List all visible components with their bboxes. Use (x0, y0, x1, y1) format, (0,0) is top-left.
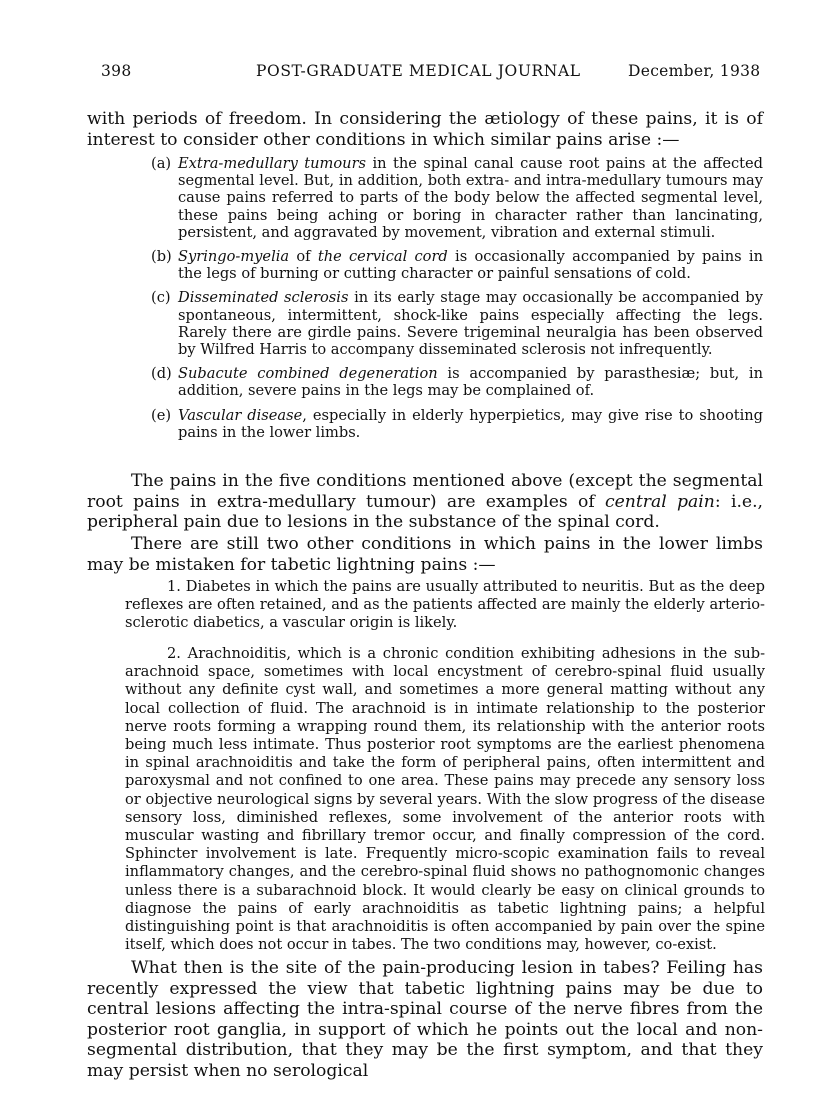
issue-date: December, 1938 (628, 62, 761, 80)
central-pain-term: central pain (605, 491, 715, 512)
other-conditions-paragraph: There are still two other conditions in which pains in the lower limbs may be mistaken for tabetic lightning pains :— (87, 534, 763, 575)
condition-term: Subacute combined degeneration (178, 365, 438, 383)
condition-term: Syringo-myelia (178, 248, 290, 266)
intro-paragraph: with periods of freedom. In considering the ætiology of these pains, it is of interest to consider other conditions in which similar pains arise :— (87, 109, 763, 150)
condition-text: , especially in elderly hyperpietics, may give rise to shooting pains in the lower limbs. (178, 406, 764, 441)
item-number: 1. (167, 578, 181, 595)
condition-term: Vascular disease (178, 406, 303, 424)
journal-title: POST-GRADUATE MEDICAL JOURNAL (256, 62, 581, 80)
central-pain-after: : i.e., peripheral pain due to lesions in the substance of the spinal cord. (87, 491, 764, 532)
condition-item (151, 365, 763, 399)
condition-label: (e) (151, 406, 172, 424)
item-text: Diabetes in which the pains are usually attributed to neuritis. But as the deep reflexes are often retained, and as the patients affected are mainly the elderly arterio-sclerotic diabetics, a vascular origin is likely. (125, 578, 765, 632)
central-pain-paragraph (87, 471, 763, 533)
condition-text: is occasionally accompanied by pains in the legs of burning or cutting character or painful sensations of cold. (178, 248, 763, 283)
condition-item (151, 248, 763, 282)
central-pain-before: The pains in the five conditions mentioned above (except the segmental root pains in extra-medullary tumour) are examples of (87, 471, 763, 512)
condition-term: Extra-medullary tumours (178, 155, 367, 172)
closing-paragraph: What then is the site of the pain-producing lesion in tabes? Feiling has recently expressed the view that tabetic lightning pains may be due to central lesions affecting the intra-spinal course of the nerve fibres from the posterior root ganglia, in support of which he points out the local and non-segmental distribution, that they may be the first symptom, and that they may persist when no serological (87, 958, 763, 1081)
condition-term: Disseminated sclerosis (178, 289, 349, 307)
item-text: Arachnoiditis, which is a chronic condition exhibiting adhesions in the sub-arachnoid space, sometimes with local encystment of cerebro-spinal fluid usually without any definite cyst wall, and sometimes a more general matting without any local collection of fluid. The arachnoid is in intimate relationship to the posterior nerve roots forming a wrapping round them, its relationship with the anterior roots being much less intimate. Thus posterior root symptoms are the earliest phenomena in spinal arachnoiditis and take the form of peripheral pains, often intermittent and paroxysmal and not confined to one area. These pains may precede any sensory loss or objective neurological signs by several years. With the slow progress of the disease sensory loss, diminished reflexes, some involvement of the anterior roots with muscular wasting and fibrillary tremor occur, and finally compression of the cord. Sphincter involvement is late. Frequently micro-scopic examination fails to reveal inflammatory changes, and the cerebro-spinal fluid shows no pathognomonic changes unless there is a subarachnoid block. It would clearly be easy on clinical grounds to diagnose the pains of early arachnoiditis as tabetic lightning pains; a helpful distinguishing point is that arachnoiditis is often accompanied by pain over the spine itself, which does not occur in tabes. The two conditions may, however, co-exist. (125, 645, 765, 954)
condition-term-secondary: the cervical cord (317, 248, 448, 266)
condition-item (151, 289, 763, 358)
condition-label: (b) (151, 248, 172, 266)
numbered-item (125, 578, 765, 633)
page-number: 398 (101, 62, 132, 80)
condition-text: is accompanied by parasthesiæ; but, in addition, severe pains in the legs may be complained of. (178, 365, 763, 400)
item-number: 2. (167, 645, 181, 662)
condition-connector: of (289, 248, 318, 266)
condition-label: (c) (151, 289, 171, 307)
condition-item (151, 407, 763, 441)
condition-text: in the spinal canal cause root pains at the affected segmental level. But, in addition, both extra- and intra-medullary tumours may cause pains referred to parts of the body below the affected segmental level, these pains being aching or boring in character rather than lancinating, persistent, and aggravated by movement, vibration and external stimuli. (178, 155, 763, 241)
numbered-item (125, 645, 765, 954)
condition-text: in its early stage may occasionally be accompanied by spontaneous, intermittent, shock-like pains especially affecting the legs. Rarely there are girdle pains. Severe trigeminal neuralgia has been observed by Wilfred Harris to accompany disseminated sclerosis not infrequently. (178, 289, 763, 359)
condition-label: (a) (151, 155, 172, 172)
conditions-list (151, 155, 763, 448)
condition-label: (d) (151, 365, 172, 383)
condition-item (151, 155, 763, 241)
